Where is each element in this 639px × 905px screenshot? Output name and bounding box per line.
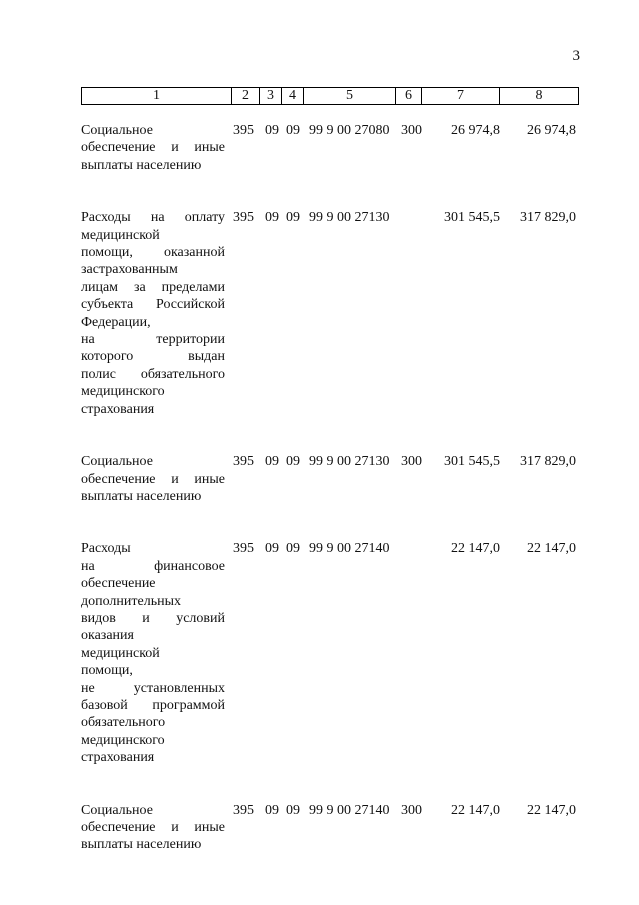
row-cell-c7: 301 545,5 (444, 210, 500, 226)
header-row (82, 88, 579, 105)
row-name (81, 122, 225, 174)
row-name-line: обеспечение (81, 576, 156, 592)
header-col-5: 5 (304, 88, 396, 105)
row-name-line: которого выдан (81, 349, 225, 365)
row-name (81, 209, 225, 418)
header-col-6: 6 (396, 88, 422, 105)
row-cell-c8: 317 829,0 (520, 210, 576, 226)
row-name-line: обеспечение и иные (81, 140, 225, 156)
row-name (81, 540, 225, 766)
row-cell-c4: 09 (286, 210, 300, 226)
header-col-1: 1 (82, 88, 232, 105)
row-name-line: медицинского (81, 384, 165, 400)
row-name-line: обеспечение и иные (81, 820, 225, 835)
row-name-line: Расходы на оплату (81, 210, 225, 226)
table-row (81, 209, 578, 418)
row-name-line: Социальное (81, 123, 153, 138)
row-cell-c7: 22 147,0 (451, 541, 500, 557)
row-cell-c3: 09 (265, 454, 279, 470)
row-cell-c3: 09 (265, 802, 279, 818)
row-cell-c5: 99 9 00 27140 (309, 541, 390, 557)
row-cell-c2: 395 (233, 123, 254, 138)
row-name-line: застрахованным (81, 262, 178, 278)
table-row (81, 540, 578, 766)
row-name-line: лицам за пределами (81, 279, 225, 295)
row-cell-c3: 09 (265, 210, 279, 226)
row-cell-c8: 22 147,0 (527, 541, 576, 557)
row-cell-c8: 317 829,0 (520, 454, 576, 470)
row-name-line: на территории (81, 332, 225, 348)
header-col-3: 3 (260, 88, 282, 105)
row-cell-c4: 09 (286, 802, 300, 818)
row-cell-c6: 300 (401, 802, 422, 818)
row-cell-c5: 99 9 00 27130 (309, 454, 390, 470)
row-name-line: выплаты населению (81, 837, 202, 853)
row-cell-c5: 99 9 00 27140 (309, 802, 390, 818)
row-name-line: обязательного (81, 715, 166, 731)
header-col-7: 7 (422, 88, 500, 105)
row-name-line: медицинского (81, 732, 165, 748)
row-cell-c3: 09 (265, 541, 279, 557)
table-row (81, 802, 578, 854)
row-cell-c2: 395 (233, 802, 254, 818)
row-cell-c3: 09 (265, 123, 279, 138)
row-name (81, 453, 225, 505)
header-col-4: 4 (282, 88, 304, 105)
row-name-line: Социальное (81, 802, 153, 818)
column-number-header (81, 87, 579, 105)
budget-rows (81, 122, 578, 854)
row-name-line: выплаты населению (81, 157, 202, 173)
row-cell-c2: 395 (233, 541, 254, 557)
row-cell-c4: 09 (286, 541, 300, 557)
row-name-line: Социальное (81, 454, 153, 470)
row-name-line: видов и условий (81, 610, 225, 626)
row-name (81, 802, 225, 854)
row-cell-c2: 395 (233, 210, 254, 226)
row-name-line: обеспечение и иные (81, 471, 225, 487)
row-name-line: полис обязательного (81, 366, 225, 382)
row-cell-c5: 99 9 00 27080 (309, 123, 390, 138)
row-cell-c7: 26 974,8 (451, 123, 500, 138)
page-number: 3 (572, 48, 580, 64)
row-name-line: на финансовое (81, 558, 225, 574)
row-cell-c7: 301 545,5 (444, 454, 500, 470)
row-cell-c8: 26 974,8 (527, 123, 576, 138)
header-col-2: 2 (232, 88, 260, 105)
row-cell-c4: 09 (286, 454, 300, 470)
row-name-line: дополнительных (81, 593, 182, 609)
header-col-8: 8 (500, 88, 579, 105)
row-cell-c5: 99 9 00 27130 (309, 210, 390, 226)
row-cell-c6: 300 (401, 123, 422, 138)
row-name-line: базовой программой (81, 697, 225, 713)
row-name-line: оказания (81, 628, 134, 644)
row-cell-c6: 300 (401, 454, 422, 470)
table-row (81, 122, 578, 174)
row-cell-c7: 22 147,0 (451, 802, 500, 818)
row-name-line: страхования (81, 750, 155, 766)
row-name-line: Федерации, (81, 314, 151, 330)
row-name-line: медицинской (81, 645, 160, 661)
row-name-line: помощи, (81, 663, 133, 679)
row-name-line: субъекта Российской (81, 297, 225, 313)
row-name-line: выплаты населению (81, 488, 202, 504)
table-row (81, 453, 578, 505)
row-name-line: не установленных (81, 680, 225, 696)
row-cell-c4: 09 (286, 123, 300, 138)
row-name-line: медицинской (81, 227, 160, 243)
row-name-line: Расходы (81, 541, 131, 557)
row-cell-c8: 22 147,0 (527, 802, 576, 818)
row-name-line: страхования (81, 401, 155, 417)
row-cell-c2: 395 (233, 454, 254, 470)
row-name-line: помощи, оказанной (81, 245, 225, 261)
